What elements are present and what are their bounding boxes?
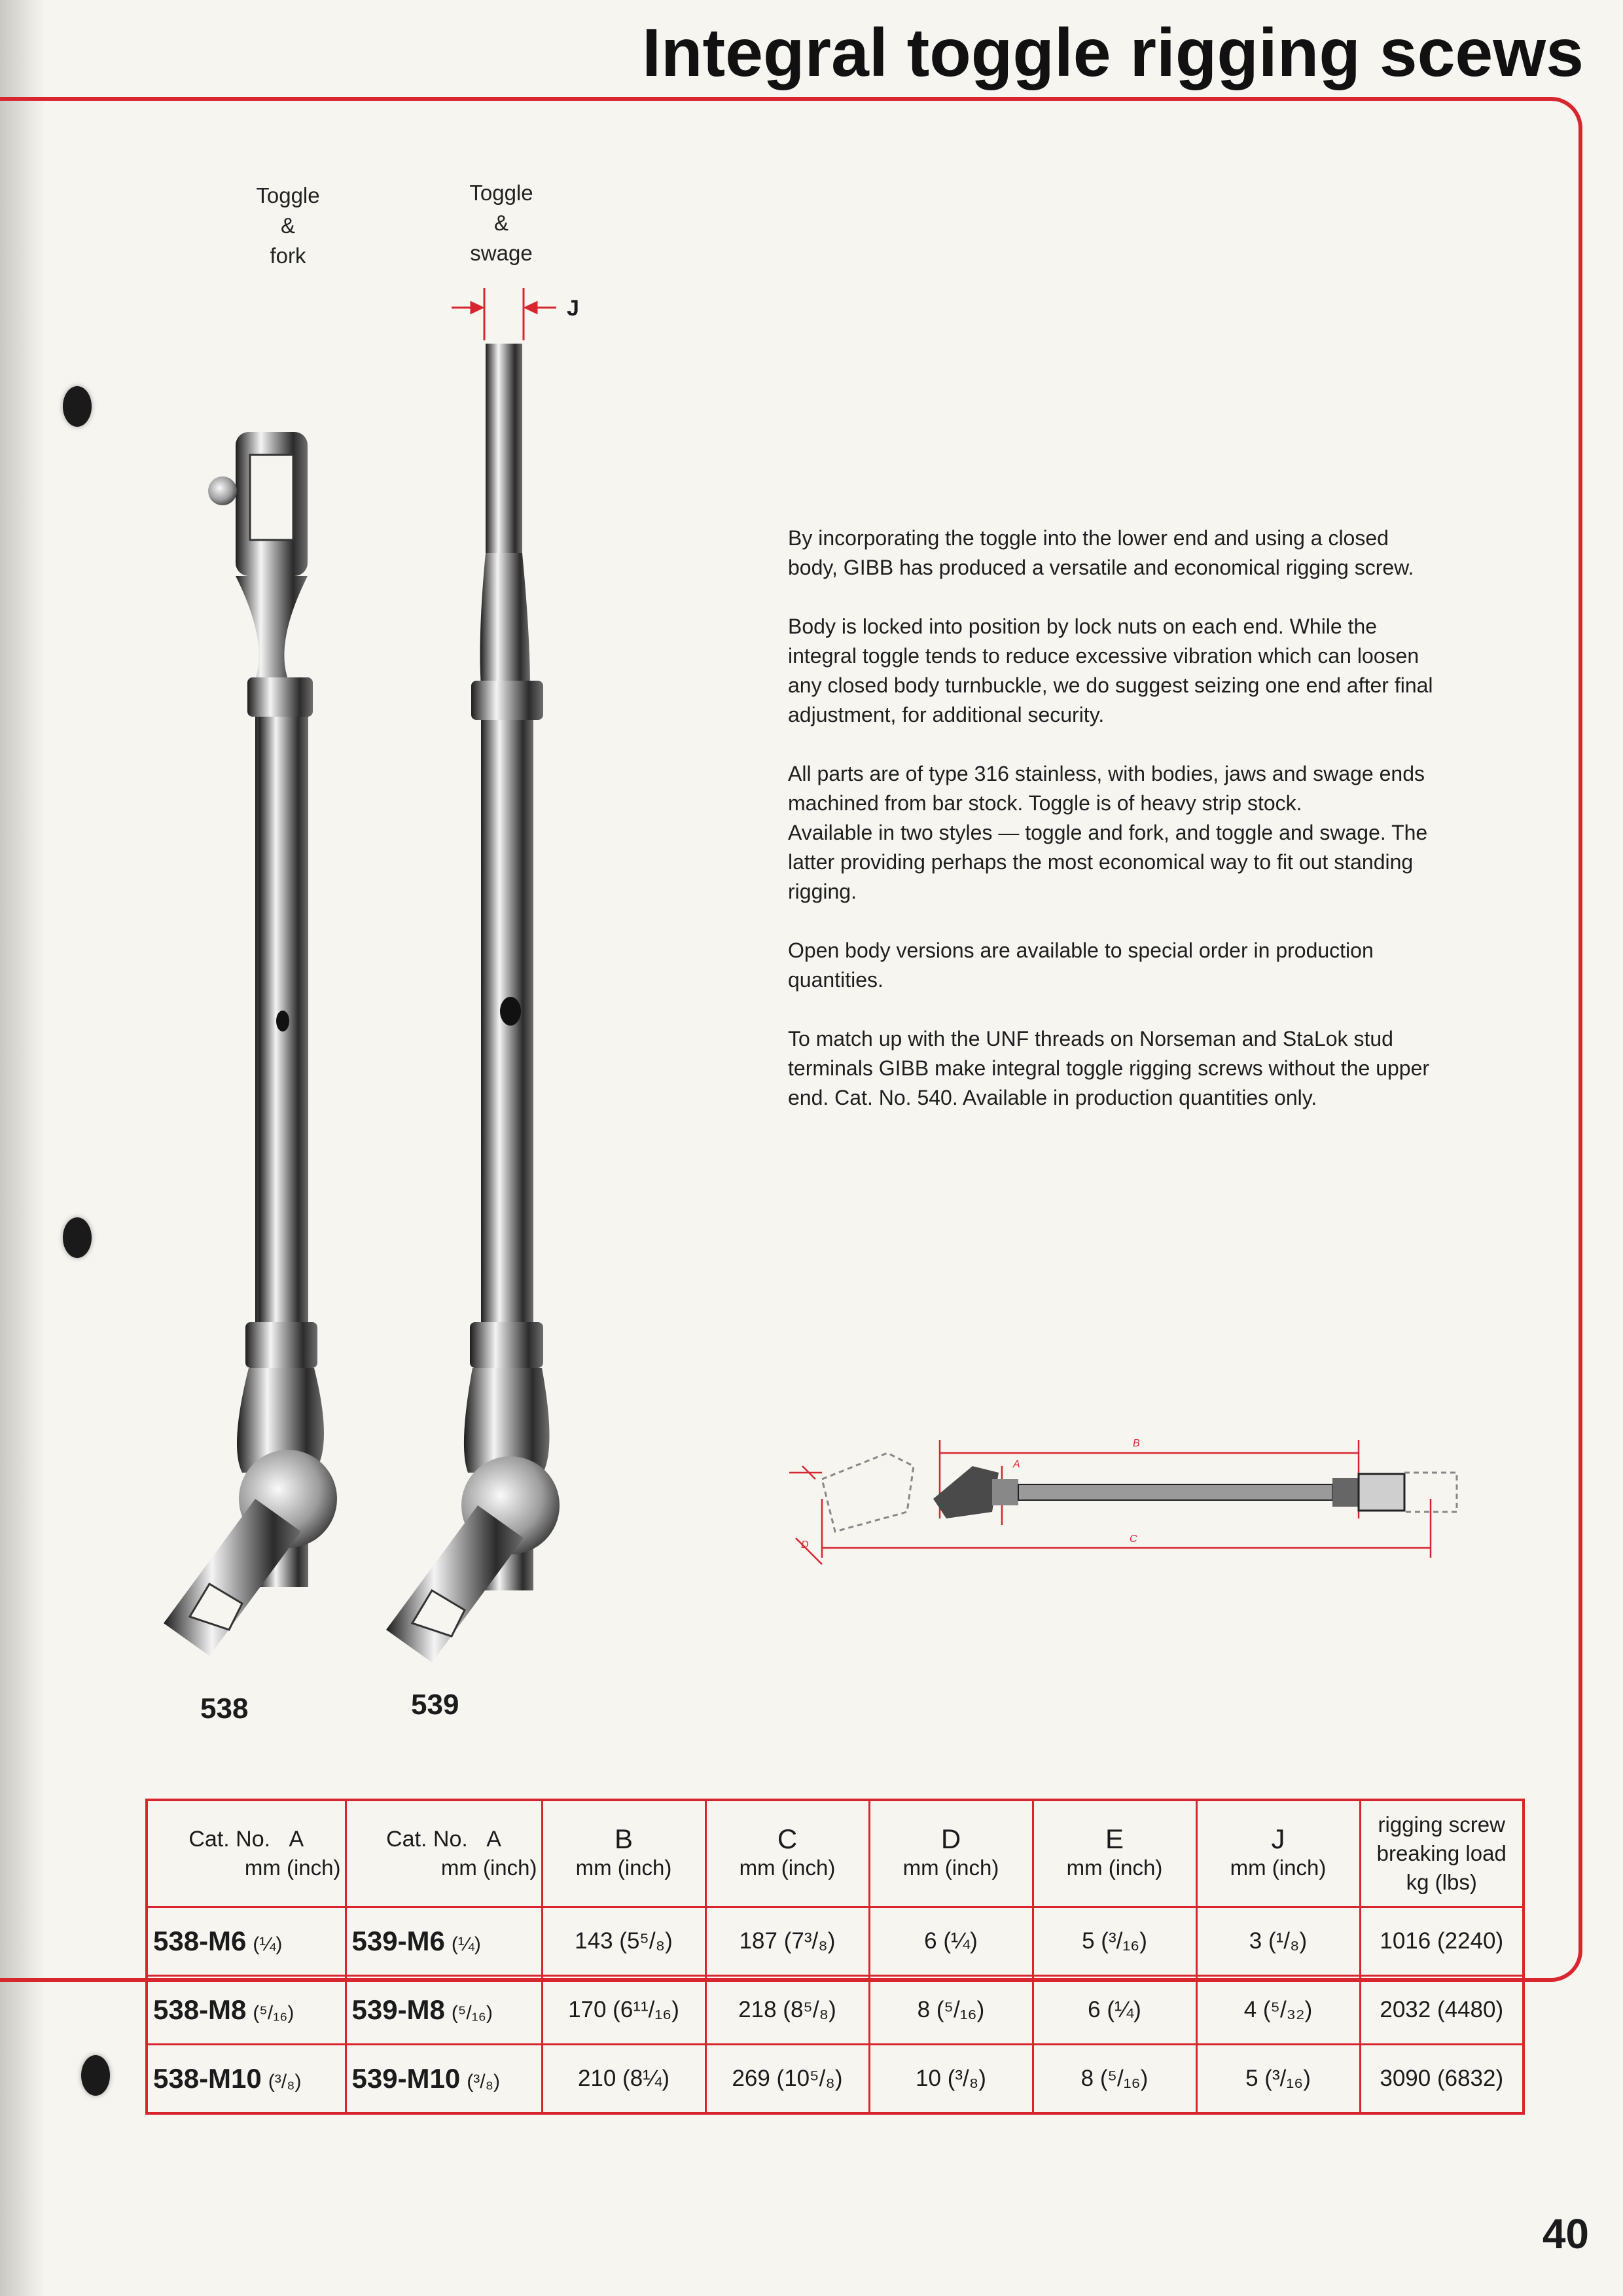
- table-header-row: [147, 1800, 1524, 1907]
- cell-b: 210 (8¼): [542, 2045, 705, 2114]
- cell-d: 10 (³/₈): [869, 2045, 1033, 2114]
- specifications-table: [145, 1799, 1525, 2115]
- rigging-screw-photo: [137, 281, 596, 1708]
- catalog-number-539: 539: [411, 1689, 459, 1721]
- description-paragraph-5: Open body versions are available to special order in production quantities.: [788, 939, 1374, 992]
- diagram-label-c: C: [1130, 1534, 1137, 1545]
- cell-b: 170 (6¹¹/₁₆): [542, 1976, 705, 2045]
- dimension-j-label: J: [567, 296, 579, 321]
- cell-e: 8 (⁵/₁₆): [1033, 2045, 1196, 2114]
- table-row: [147, 1976, 1524, 2045]
- description-paragraph-6: To match up with the UNF threads on Norseman and StaLok stud terminals GIBB make integral toggle rigging screws without the upper end. Cat. No. 540. Available in production quantities only.: [788, 1027, 1430, 1109]
- cell-b: 143 (5⁵/₈): [542, 1907, 705, 1976]
- rigging-screw-538: [164, 432, 337, 1656]
- cell-e: 5 (³/₁₆): [1033, 1907, 1196, 1976]
- diagram-label-b: B: [1133, 1438, 1140, 1449]
- cell-cat1: 538-M10 (³/₈): [147, 2045, 346, 2114]
- header-e: E mm (inch): [1033, 1800, 1196, 1907]
- toggle-fork-label: Toggle & fork: [256, 183, 320, 268]
- page-number: 40: [1542, 2210, 1589, 2257]
- cell-e: 6 (¼): [1033, 1976, 1196, 2045]
- diagram-rigging-screw: [822, 1453, 1457, 1532]
- cell-cat1: 538-M8 (⁵/₁₆): [147, 1976, 346, 2045]
- header-cat-539: Cat. No. A mm (inch): [346, 1800, 542, 1907]
- cell-load: 1016 (2240): [1360, 1907, 1524, 1976]
- cell-cat2: 539-M6 (¼): [346, 1907, 542, 1976]
- cell-cat1: 538-M6 (¼): [147, 1907, 346, 1976]
- cell-j: 3 (¹/₈): [1196, 1907, 1360, 1976]
- dimension-diagram: [783, 1427, 1476, 1590]
- punch-hole-bottom: [81, 2055, 110, 2096]
- cell-load: 3090 (6832): [1360, 2045, 1524, 2114]
- table-row: [147, 1907, 1524, 1976]
- diagram-label-a: A: [1013, 1459, 1020, 1470]
- header-c: C mm (inch): [705, 1800, 869, 1907]
- page-title: Integral toggle rigging scews: [642, 15, 1584, 91]
- header-j: J mm (inch): [1196, 1800, 1360, 1907]
- cell-c: 218 (8⁵/₈): [705, 1976, 869, 2045]
- cell-cat2: 539-M8 (⁵/₁₆): [346, 1976, 542, 2045]
- dimension-j-arrows: [452, 288, 556, 340]
- catalog-number-538: 538: [200, 1693, 249, 1725]
- cell-c: 269 (10⁵/₈): [705, 2045, 869, 2114]
- rigging-screw-539: [386, 344, 560, 1662]
- description-paragraph-1: By incorporating the toggle into the lower end and using a closed body, GIBB has produced a versatile and economical rigging screw.: [788, 526, 1414, 579]
- diagram-label-d: D: [801, 1539, 809, 1551]
- cell-j: 5 (³/₁₆): [1196, 2045, 1360, 2114]
- cell-j: 4 (⁵/₃₂): [1196, 1976, 1360, 2045]
- cell-load: 2032 (4480): [1360, 1976, 1524, 2045]
- header-breaking-load: rigging screw breaking load kg (lbs): [1360, 1800, 1524, 1907]
- toggle-swage-label: Toggle & swage: [469, 181, 533, 265]
- cell-c: 187 (7³/₈): [705, 1907, 869, 1976]
- header-b: B mm (inch): [542, 1800, 705, 1907]
- cell-d: 8 (⁵/₁₆): [869, 1976, 1033, 2045]
- cell-d: 6 (¼): [869, 1907, 1033, 1976]
- description-paragraph-2: Body is locked into position by lock nuts on each end. While the integral toggle tends to reduce excessive vibration which can loosen any closed body turnbuckle, we do suggest seizing one end after final adjustment, for additional security.: [788, 615, 1433, 726]
- header-d: D mm (inch): [869, 1800, 1033, 1907]
- header-cat-538: Cat. No. A mm (inch): [147, 1800, 346, 1907]
- cell-cat2: 539-M10 (³/₈): [346, 2045, 542, 2114]
- description: [788, 524, 1442, 1142]
- description-paragraph-4: Available in two styles — toggle and fork, and toggle and swage. The latter providing perhaps the most economical way to fit out standing rigging.: [788, 821, 1428, 903]
- table-row: [147, 2045, 1524, 2114]
- description-paragraph-3: All parts are of type 316 stainless, with bodies, jaws and swage ends machined from bar stock. Toggle is of heavy strip stock.: [788, 762, 1425, 815]
